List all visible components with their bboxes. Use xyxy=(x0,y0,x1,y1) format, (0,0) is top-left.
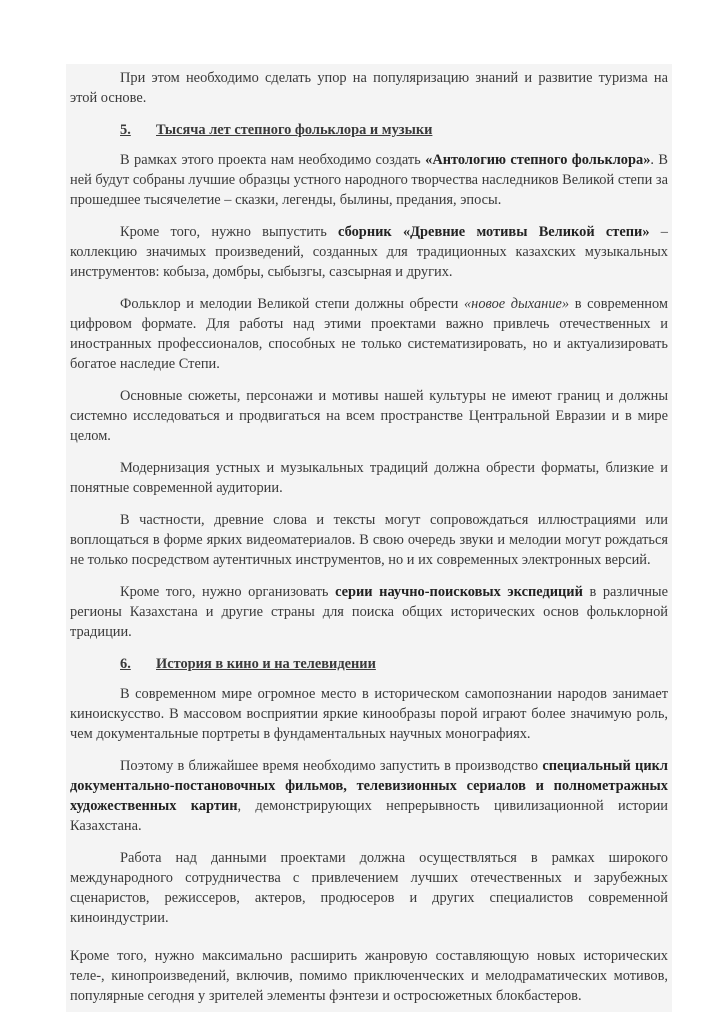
text-run: – коллекцию значимых произведений, созданных для традиционных казахских музыкальных инструментов: кобыза, домбры, сыбызгы, сазсырная и других. xyxy=(70,224,668,280)
bold-text: специальный цикл документально-постановочных фильмов, телевизионных сериалов и полнометражных художественных картин xyxy=(70,758,668,814)
paragraph xyxy=(70,582,668,642)
text-run: Поэтому в ближайшее время необходимо запустить в производство xyxy=(120,758,543,774)
bold-text: серии научно-поисковых экспедиций xyxy=(335,584,583,600)
bold-text: «Антологию степного фольклора» xyxy=(425,152,651,168)
paragraph xyxy=(70,294,668,374)
text-run: Кроме того, нужно выпустить xyxy=(120,224,339,240)
text-run: . В ней будут собраны лучшие образцы устного народного творчества наследников Великой степи за прошедшее тысячелетие – сказки, легенды, былины, предания, эпосы. xyxy=(70,152,669,208)
text-run: Кроме того, нужно организовать xyxy=(120,584,336,600)
document-body xyxy=(66,64,672,1012)
text-run: В рамках этого проекта нам необходимо создать xyxy=(120,152,426,168)
text-run: , демонстрирующих непрерывность цивилизационной истории Казахстана. xyxy=(70,798,668,834)
section-title: История в кино и на телевидении xyxy=(156,656,376,672)
paragraph: Кроме того, нужно максимально расширить жанровую составляющую новых исторических теле-, кинопроизведений, включив, помимо приключенческих и мелодраматических мотивов, популярные сегодня у зрителей элементы фэнтези и остросюжетных блокбастеров. xyxy=(70,948,668,1004)
paragraph: Работа над данными проектами должна осуществляться в рамках широкого международного сотрудничества с привлечением лучших отечественных и зарубежных сценаристов, режиссеров, актеров, продюсеров и других специалистов современной киноиндустрии. xyxy=(70,850,668,926)
paragraph: При этом необходимо сделать упор на популяризацию знаний и развитие туризма на этой основе. xyxy=(70,70,668,106)
text-run: в современном цифровом формате. Для работы над этими проектами важно привлечь отечественных и иностранных профессионалов, способных не только систематизировать, но и актуализировать богатое наследие Степи. xyxy=(70,296,669,372)
text-run: в различные регионы Казахстана и другие страны для поиска общих исторических основ фольклорной традиции. xyxy=(70,584,668,640)
section-number: 6. xyxy=(120,656,131,672)
paragraph: В современном мире огромное место в историческом самопознании народов занимает киноискусство. В массовом восприятии яркие кинообразы порой играют более значимую роль, чем документальные портреты в фундаментальных научных монографиях. xyxy=(70,686,668,742)
text-run: Фольклор и мелодии Великой степи должны обрести xyxy=(120,296,464,312)
italic-text: «новое дыхание» xyxy=(463,296,570,312)
section-number: 5. xyxy=(120,122,131,138)
paragraph xyxy=(70,222,668,282)
section-heading-5 xyxy=(70,120,668,140)
paragraph xyxy=(70,756,668,836)
paragraph xyxy=(70,150,668,210)
paragraph: Модернизация устных и музыкальных традиций должна обрести форматы, близкие и понятные современной аудитории. xyxy=(70,460,668,496)
bold-text: сборник «Древние мотивы Великой степи» xyxy=(338,224,650,240)
section-heading-6 xyxy=(70,654,668,674)
paragraph: В частности, древние слова и тексты могут сопровождаться иллюстрациями или воплощаться в форме ярких видеоматериалов. В свою очередь звуки и мелодии могут рождаться не только посредством аутентичных инструментов, но и их современных электронных версий. xyxy=(70,512,668,568)
section-title: Тысяча лет степного фольклора и музыки xyxy=(156,122,433,138)
paragraph: Основные сюжеты, персонажи и мотивы нашей культуры не имеют границ и должны системно исследоваться и продвигаться на всем пространстве Центральной Евразии и в мире целом. xyxy=(70,388,668,444)
